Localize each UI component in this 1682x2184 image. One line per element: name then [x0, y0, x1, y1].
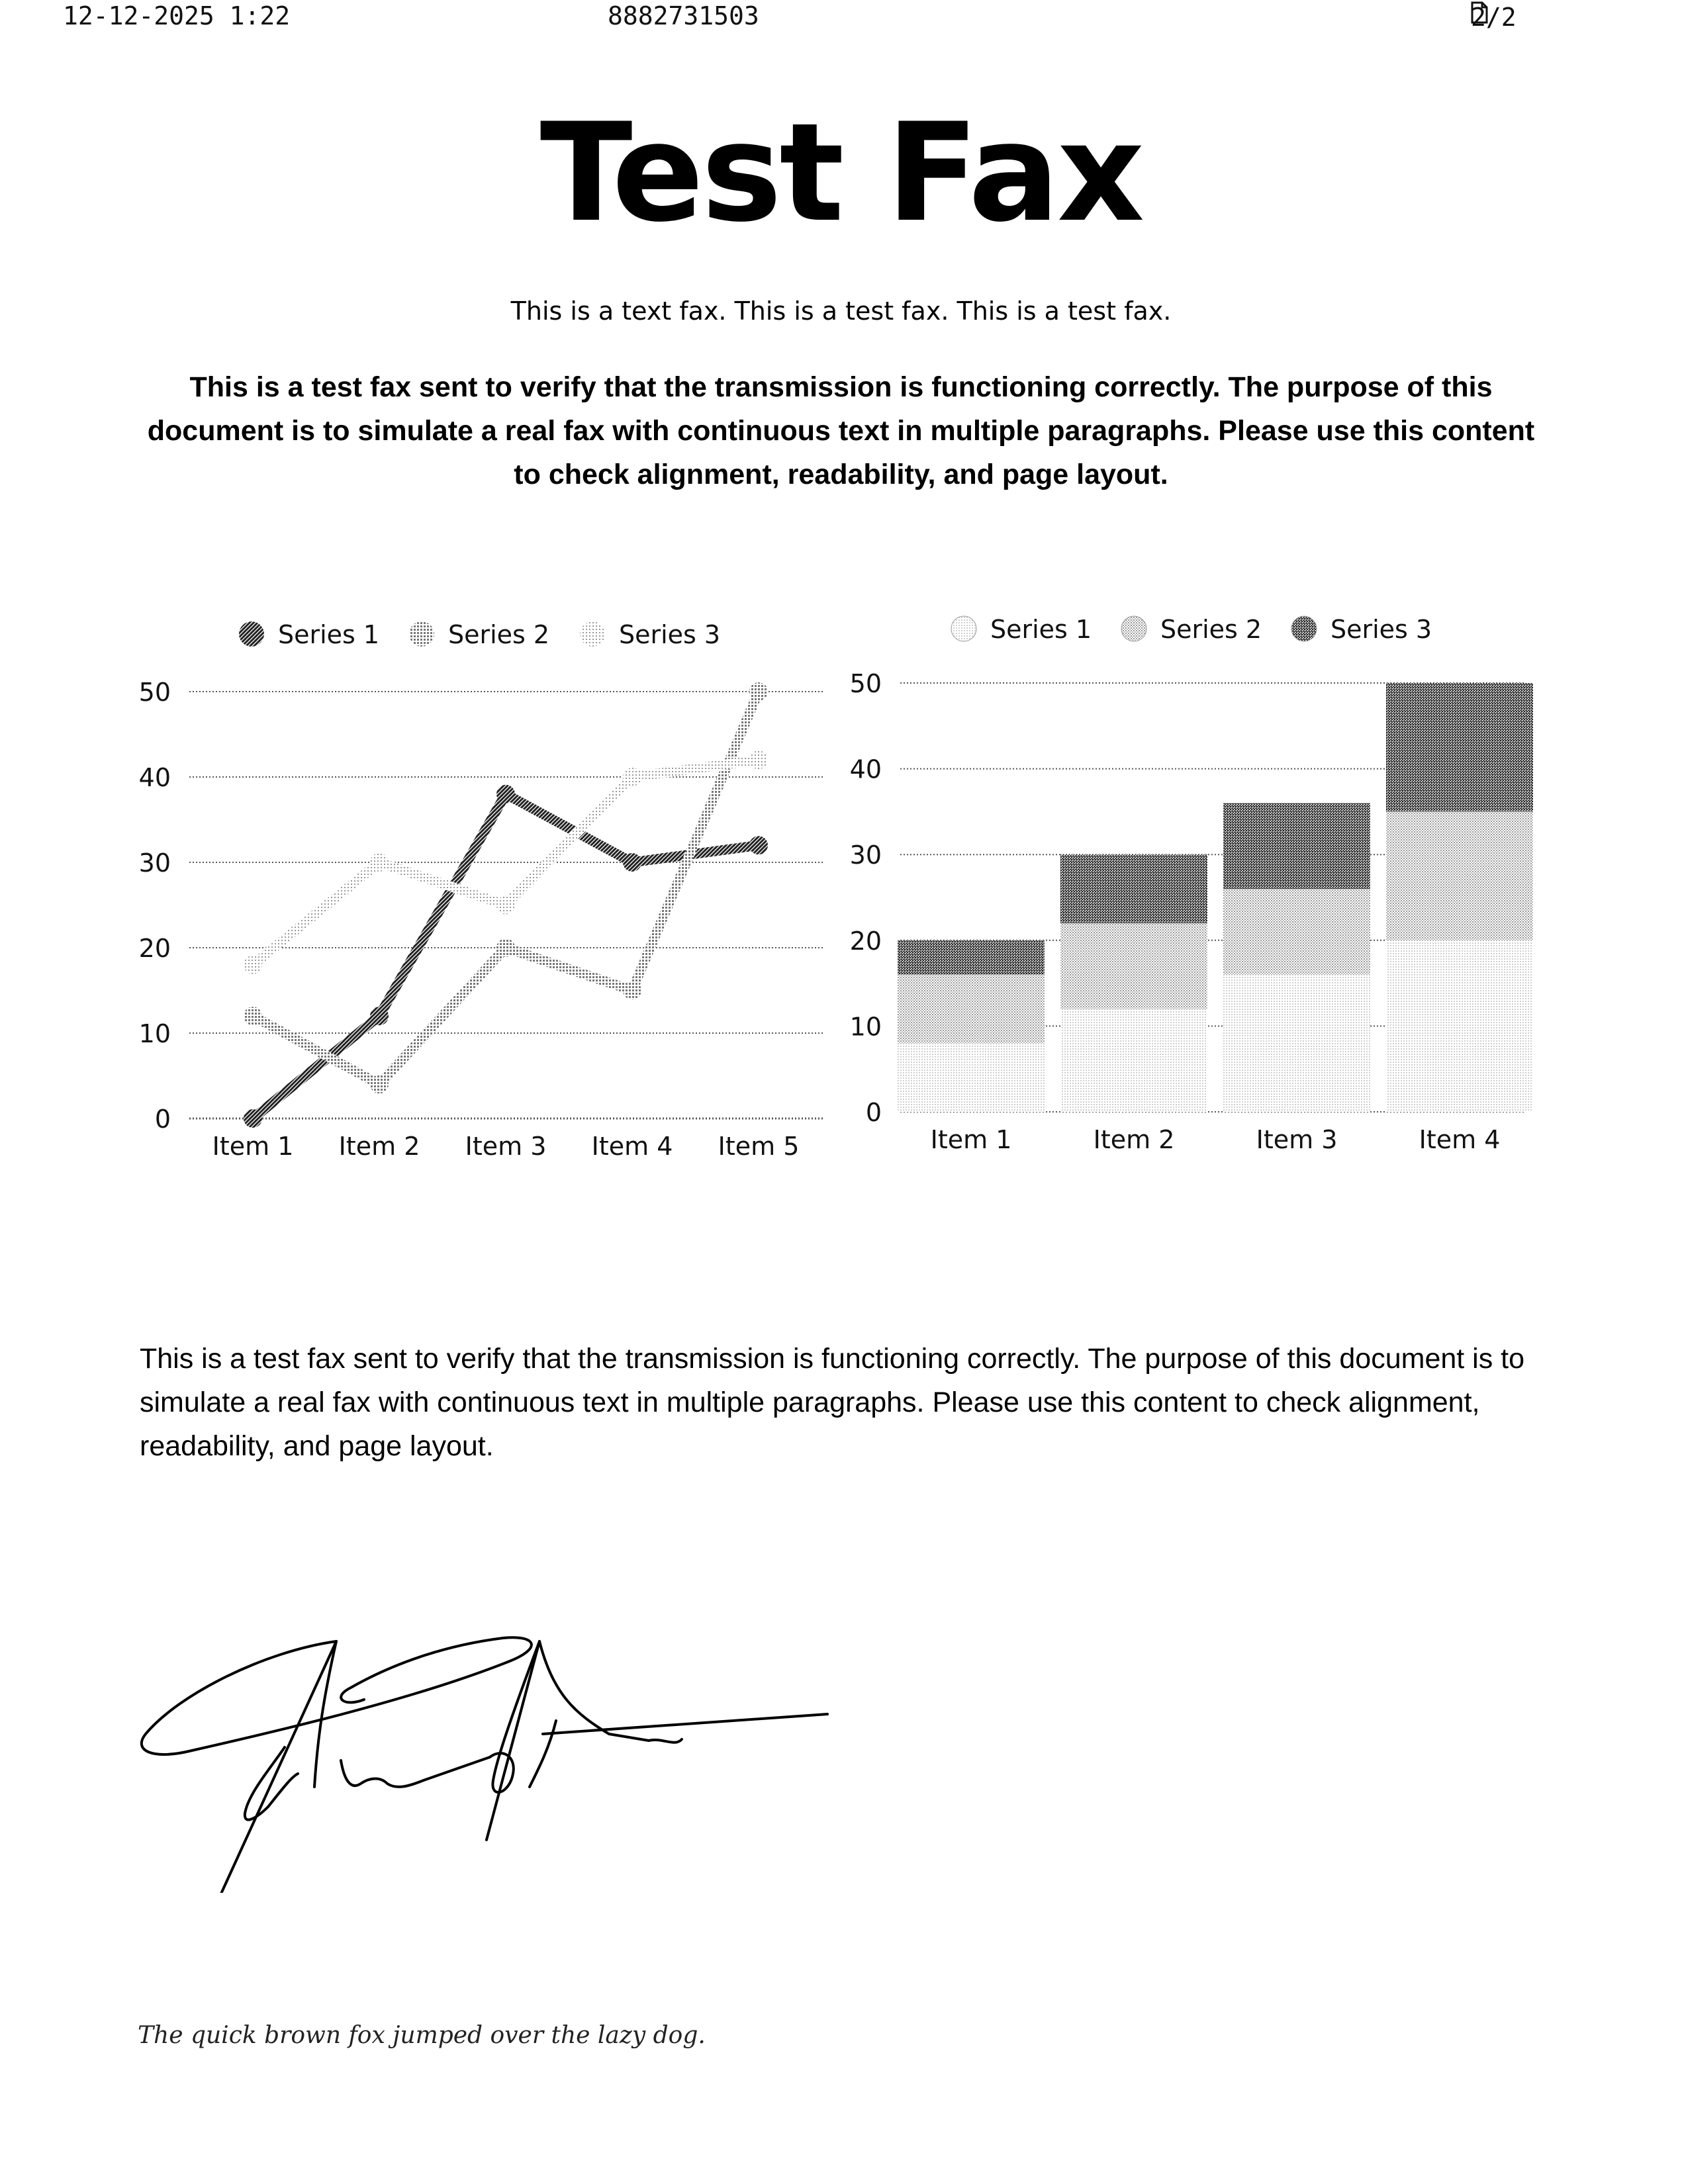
bar-segment — [1060, 854, 1207, 923]
y-tick-label: 0 — [154, 1105, 171, 1134]
data-point — [496, 785, 515, 803]
bar-chart — [850, 615, 1533, 1154]
y-tick-label: 50 — [138, 678, 171, 707]
legend-marker — [409, 621, 434, 647]
data-point — [749, 682, 768, 701]
bar-segment — [898, 940, 1045, 975]
bar-segment — [1386, 683, 1533, 811]
legend-label: Series 3 — [1331, 615, 1432, 644]
page-title: Test Fax — [539, 95, 1143, 252]
bar-segment — [1223, 889, 1370, 975]
legend-marker — [951, 616, 976, 641]
subtitle: This is a text fax. This is a test fax. This is a test fax. — [510, 296, 1172, 326]
bold-paragraph: This is a test fax sent to verify that the transmission is functioning correctly. The purpose of this document is to simulate a real fax with continuous text in multiple paragraphs. Please use this content to check alignment, readability, and page layout. — [147, 371, 1535, 490]
fax-header — [0, 0, 1682, 40]
fax-datetime: 12-12-2025 1:22 — [63, 1, 291, 30]
legend-marker — [239, 621, 264, 647]
x-tick-label: Item 4 — [591, 1132, 673, 1161]
data-point — [244, 1109, 262, 1128]
x-tick-label: Item 3 — [465, 1132, 547, 1161]
y-tick-label: 40 — [849, 754, 882, 784]
data-point — [623, 853, 641, 872]
legend-marker — [1121, 616, 1146, 641]
page-number: 2/2 — [1471, 3, 1517, 32]
data-point — [496, 938, 515, 957]
legend-marker — [580, 621, 605, 647]
data-point — [749, 751, 768, 769]
bar-segment — [898, 1043, 1045, 1112]
x-tick-label: Item 2 — [1093, 1125, 1175, 1154]
x-tick-label: Item 2 — [338, 1132, 420, 1161]
bar-segment — [1386, 811, 1533, 940]
bar-segment — [1386, 940, 1533, 1112]
legend-marker — [1291, 616, 1317, 641]
x-tick-label: Item 5 — [718, 1132, 800, 1161]
data-point — [749, 836, 768, 854]
data-point — [370, 1007, 389, 1025]
data-point — [370, 853, 389, 872]
x-tick-label: Item 1 — [930, 1125, 1012, 1154]
bar-segment — [1060, 923, 1207, 1009]
x-tick-label: Item 4 — [1419, 1125, 1501, 1154]
y-tick-label: 20 — [849, 926, 882, 956]
data-point — [496, 896, 515, 915]
y-tick-label: 10 — [138, 1019, 171, 1048]
bar-segment — [1223, 975, 1370, 1112]
data-point — [623, 768, 641, 786]
legend-label: Series 1 — [990, 615, 1092, 644]
data-point — [244, 1007, 262, 1025]
page-indicator — [1471, 1, 1517, 32]
legend-label: Series 2 — [1160, 615, 1262, 644]
bar-segment — [1223, 803, 1370, 889]
signature-image — [132, 1615, 861, 1893]
y-tick-label: 10 — [849, 1012, 882, 1042]
legend-label: Series 1 — [278, 620, 380, 649]
bar-segment — [1060, 1009, 1207, 1112]
data-point — [370, 1075, 389, 1093]
fax-number: 8882731503 — [608, 1, 759, 30]
data-point — [244, 956, 262, 974]
y-tick-label: 40 — [138, 763, 171, 792]
y-tick-label: 20 — [138, 934, 171, 963]
series-line — [253, 692, 759, 1084]
data-point — [623, 981, 641, 1000]
y-tick-label: 50 — [849, 669, 882, 698]
x-tick-label: Item 3 — [1256, 1125, 1338, 1154]
legend-label: Series 2 — [448, 620, 550, 649]
closing-line: The quick brown fox jumped over the lazy dog. — [138, 2022, 706, 2049]
y-tick-label: 0 — [865, 1098, 882, 1127]
y-tick-label: 30 — [138, 848, 171, 878]
legend-label: Series 3 — [619, 620, 721, 649]
charts-area — [0, 582, 1682, 1211]
y-tick-label: 30 — [849, 841, 882, 870]
body-paragraph: This is a test fax sent to verify that the transmission is functioning correctly. The purpose of this document is to simulate a real fax with continuous text in multiple paragraphs. Please use this content to check alignment, readability, and page layout. — [140, 1343, 1525, 1462]
bar-segment — [898, 975, 1045, 1044]
line-chart — [139, 620, 823, 1161]
x-tick-label: Item 1 — [212, 1132, 294, 1161]
